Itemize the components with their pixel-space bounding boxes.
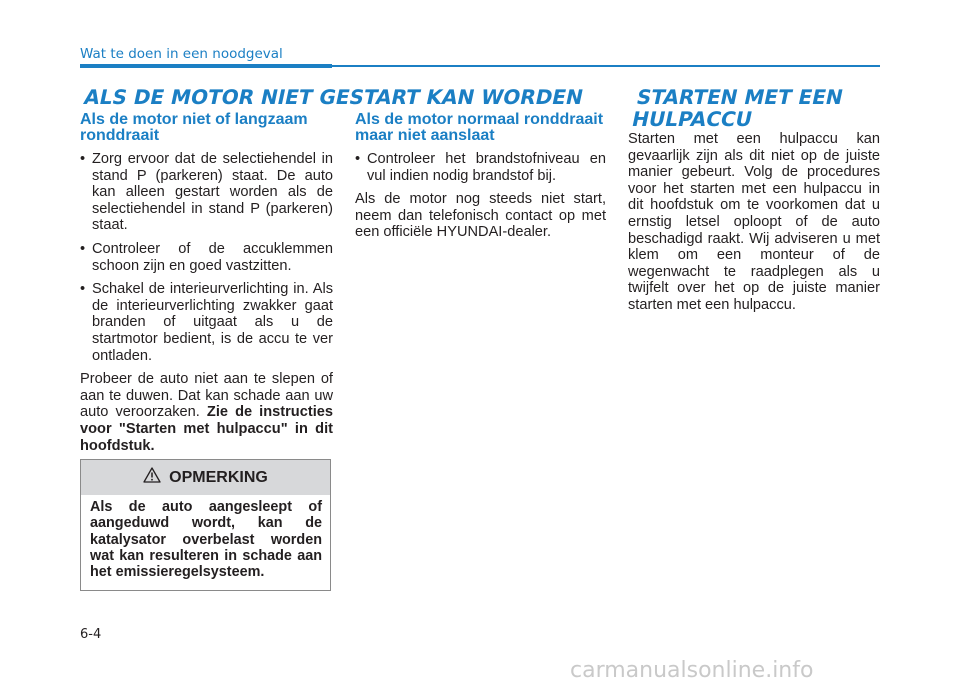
note-header	[81, 460, 330, 495]
chapter-label: Wat te doen in een noodgeval	[80, 46, 283, 62]
paragraph-dealer: Als de motor nog steeds niet start, neem dan telefonisch contact op met een officiële HYUNDAI-dealer.	[355, 191, 606, 241]
paragraph-text: Probeer de auto niet aan te slepen of aan te duwen. Dat kan schade aan uw auto veroorzaken.	[80, 371, 333, 421]
column-left	[80, 151, 333, 454]
header-rule-thick	[80, 64, 332, 68]
bullet-list-normal-crank	[355, 151, 606, 184]
list-item: • Controleer het brandstofniveau en vul indien nodig brandstof bij.	[355, 151, 606, 184]
section-title-motor-start: ALS DE MOTOR NIET GESTART KAN WORDEN	[81, 85, 586, 109]
note-heading: OPMERKING	[169, 468, 268, 486]
note-box	[80, 459, 331, 591]
subheading-normal-crank: Als de motor normaal ronddraait maar niet aanslaat	[355, 111, 604, 144]
list-item: • Zorg ervoor dat de selectiehendel in stand P (parkeren) staat. De auto kan alleen gestart worden als de selectiehendel in stand P (parkeren) staat.	[80, 151, 333, 234]
section-title-jump-start: STARTEN MET EEN HULPACCU	[629, 85, 846, 131]
header-rule-thin	[332, 65, 880, 67]
list-item: • Controleer of de accuklemmen schoon zijn en goed vastzitten.	[80, 241, 333, 274]
warning-triangle-icon	[143, 467, 161, 483]
list-item: • Schakel de interieurverlichting in. Als de interieurverlichting zwakker gaat branden of uitgaat als u de startmotor bedient, is de accu te ver ontladen.	[80, 281, 333, 364]
bullet-list-slow-crank	[80, 151, 333, 364]
page-number: 6-4	[80, 627, 102, 642]
paragraph-jump-start: Starten met een hulpaccu kan gevaarlijk zijn als dit niet op de juiste manier gebeurt. Volg de procedures voor het starten met een hulpaccu in dit hoofdstuk om te voorkomen dat u ernstig letsel oploopt of de auto beschadigd raakt. Wij adviseren u met klem om een monteur of de wegenwacht te raadplegen als u twijfelt over het op de juiste manier starten met een hulpaccu.	[628, 131, 880, 313]
paragraph-reference: Zie de instructies voor "Starten met hulpaccu" in dit hoofdstuk.	[80, 404, 333, 454]
subheading-slow-crank: Als de motor niet of langzaam ronddraait	[80, 111, 308, 144]
column-right	[628, 131, 880, 314]
watermark: carmanualsonline.info	[570, 658, 814, 683]
note-body: Als de auto aangesleept of aangeduwd wordt, kan de katalysator overbelast worden wat kan resulteren in schade aan het emissieregelsysteem.	[90, 499, 322, 581]
paragraph-towing	[80, 371, 333, 454]
column-middle	[355, 151, 606, 241]
